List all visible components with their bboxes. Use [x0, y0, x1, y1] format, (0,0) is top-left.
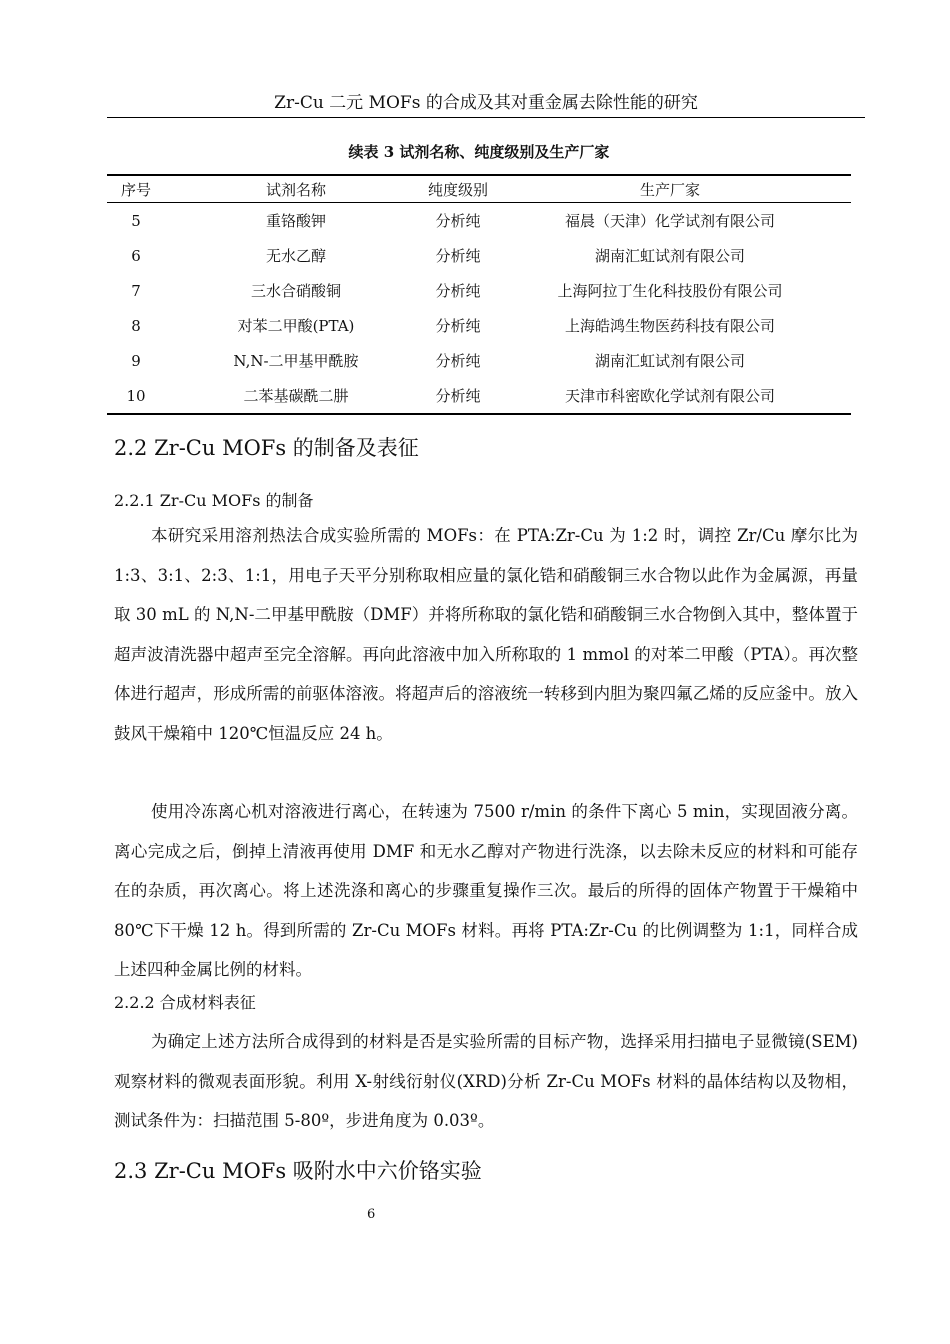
cell-reagent-name: 对苯二甲酸(PTA): [237, 317, 355, 335]
subsection-heading-2-2-1: 2.2.1 Zr-Cu MOFs 的制备: [114, 491, 314, 510]
section-heading-2-3: 2.3 Zr-Cu MOFs 吸附水中六价铬实验: [114, 1159, 482, 1183]
column-header-reagent-name: 试剂名称: [165, 175, 427, 203]
subsection-heading-2-2-2: 2.2.2 合成材料表征: [114, 993, 256, 1012]
table-row: [107, 238, 851, 273]
cell-index: 6: [131, 246, 141, 265]
cell-purity: 分析纯: [435, 317, 481, 335]
cell-manufacturer: 上海阿拉丁生化科技股份有限公司: [557, 282, 783, 300]
cell-reagent-name: 二苯基碳酰二肼: [165, 378, 427, 414]
cell-purity: 分析纯: [427, 378, 489, 414]
cell-purity: 分析纯: [435, 282, 481, 300]
table-header-row: [107, 175, 851, 203]
paragraph-characterization: 为确定上述方法所合成得到的材料是否是实验所需的目标产物，选择采用扫描电子显微镜(SEM) 观察材料的微观表面形貌。利用 X-射线衍射仪(XRD)分析 Zr-Cu MOFs 材料的晶体结构以及物相，测试条件为：扫描范围 5-80º，步进角度为 0.03º。: [114, 1032, 858, 1130]
cell-manufacturer: 天津市科密欧化学试剂有限公司: [489, 378, 851, 414]
paragraph-synthesis: 本研究采用溶剂热法合成实验所需的 MOFs：在 PTA:Zr-Cu 为 1:2 时，调控 Zr/Cu 摩尔比为 1:3、3:1、2:3、1:1，用电子天平分别称取相应量的氯化锆和硝酸铜三水合物以此作为金属源，再量取 30 mL 的 N,N-二甲基甲酰胺（DMF）并将所称取的氯化锆和硝酸铜三水合物倒入其中，整体置于超声波清洗器中超声至完全溶解。再向此溶液中加入所称取的 1 mmol 的对苯二甲酸（PTA）。再次整体进行超声，形成所需的前驱体溶液。将超声后的溶液统一转移到内胆为聚四氟乙烯的反应釜中。放入鼓风干燥箱中 120℃恒温反应 24 h。: [114, 526, 858, 743]
cell-reagent-name: N,N-二甲基甲酰胺: [233, 352, 359, 370]
running-header: Zr-Cu 二元 MOFs 的合成及其对重金属去除性能的研究: [274, 93, 698, 113]
column-header-manufacturer: 生产厂家: [489, 175, 851, 203]
cell-manufacturer: 上海皓鸿生物医药科技有限公司: [564, 317, 775, 335]
table-row: [107, 343, 851, 378]
paragraph-centrifugation: 使用冷冻离心机对溶液进行离心，在转速为 7500 r/min 的条件下离心 5 min，实现固液分离。离心完成之后，倒掉上清液再使用 DMF 和无水乙醇对产物进行洗涤，以去除未反应的材料和可能存在的杂质，再次离心。将上述洗涤和离心的步骤重复操作三次。最后的所得的固体产物置于干燥箱中 80℃下干燥 12 h。得到所需的 Zr-Cu MOFs 材料。再将 PTA:Zr-Cu 的比例调整为 1:1，同样合成上述四种金属比例的材料。: [114, 802, 858, 979]
table-row: [107, 378, 851, 414]
cell-index: 8: [131, 316, 141, 335]
cell-purity: 分析纯: [435, 352, 481, 370]
table-caption: 续表 3 试剂名称、纯度级别及生产厂家: [348, 143, 610, 161]
section-heading-2-2: 2.2 Zr-Cu MOFs 的制备及表征: [114, 436, 419, 460]
table-row: [107, 273, 851, 308]
cell-index: 10: [107, 378, 165, 414]
cell-reagent-name: 无水乙醇: [265, 247, 326, 265]
cell-index: 7: [131, 281, 141, 300]
cell-manufacturer: 湖南汇虹试剂有限公司: [594, 247, 745, 265]
table-row: [107, 308, 851, 343]
cell-manufacturer: 湖南汇虹试剂有限公司: [594, 352, 745, 370]
cell-reagent-name: 重铬酸钾: [265, 212, 326, 230]
cell-manufacturer: 福晨（天津）化学试剂有限公司: [564, 212, 775, 230]
cell-purity: 分析纯: [435, 212, 481, 230]
cell-index: 5: [131, 211, 141, 230]
header-divider: [107, 117, 865, 118]
column-header-index: 序号: [107, 175, 165, 203]
reagent-table: [107, 174, 851, 415]
column-header-purity: 纯度级别: [427, 175, 489, 203]
cell-purity: 分析纯: [435, 247, 481, 265]
table-row: [107, 203, 851, 239]
cell-index: 9: [131, 351, 141, 370]
cell-reagent-name: 三水合硝酸铜: [250, 282, 341, 300]
page-number: 6: [367, 1207, 376, 1222]
